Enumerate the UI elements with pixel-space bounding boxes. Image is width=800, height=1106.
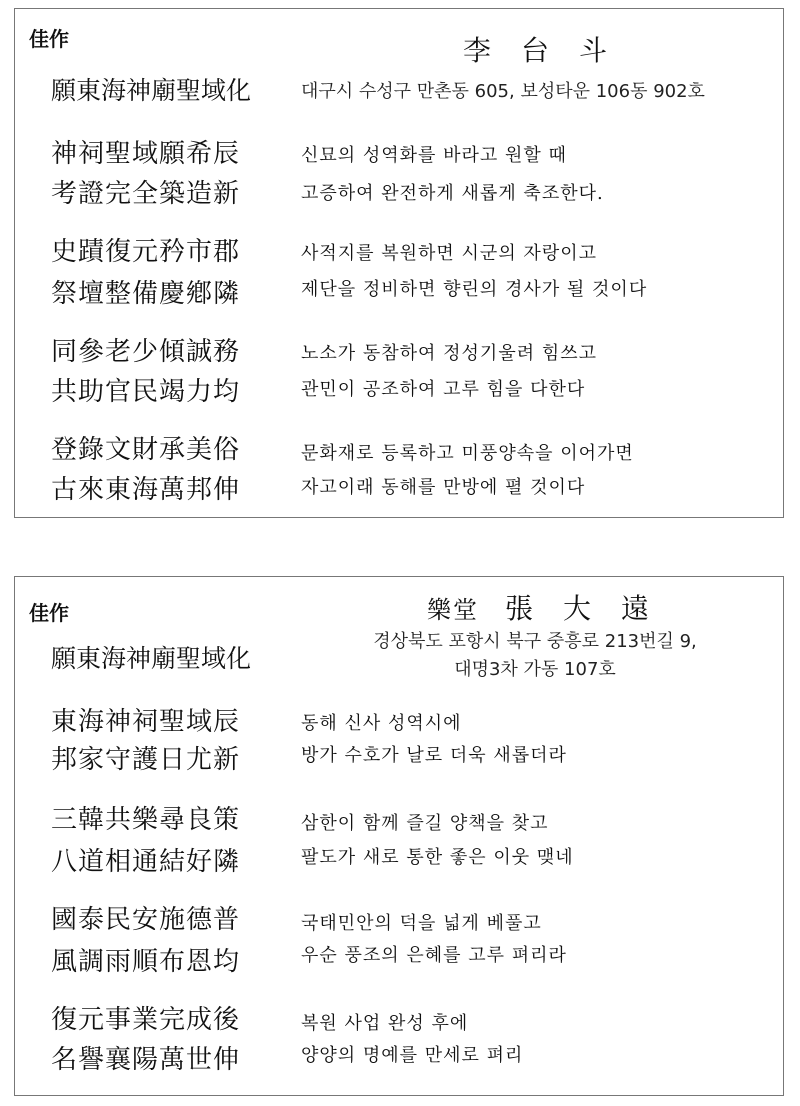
author-name — [427, 587, 679, 627]
verse-hanja-line: 邦家守護日尤新 — [51, 745, 241, 775]
verse-korean-line: 사적지를 복원하면 시군의 자랑이고 — [301, 243, 597, 264]
poem-entry-2 — [14, 576, 784, 1096]
verse-korean-line: 제단을 정비하면 향린의 경사가 될 것이다 — [301, 279, 648, 300]
author-name — [463, 29, 637, 69]
verse-korean-line: 방가 수호가 날로 더욱 새롭더라 — [301, 745, 567, 766]
verse-hanja-line: 同參老少傾誠務 — [51, 337, 241, 367]
verse-hanja-line: 八道相通結好隣 — [51, 847, 241, 877]
verse-hanja-line: 考證完全築造新 — [51, 179, 241, 209]
verse-hanja-line: 史蹟復元矜市郡 — [51, 237, 241, 267]
verse-hanja-line: 風調雨順布恩均 — [51, 947, 241, 977]
verse-korean-line: 자고이래 동해를 만방에 펼 것이다 — [301, 477, 586, 498]
verse-hanja-line: 東海神祠聖域辰 — [51, 707, 241, 737]
poem-title: 願東海神廟聖域化 — [51, 76, 252, 105]
verse-korean-line: 신묘의 성역화를 바라고 원할 때 — [301, 145, 567, 166]
verse-korean-line: 팔도가 새로 통한 좋은 이웃 맺네 — [301, 847, 574, 868]
author-name-text: 李台斗 — [463, 34, 638, 67]
verse-hanja-line: 共助官民竭力均 — [51, 377, 241, 407]
award-label: 佳作 — [29, 601, 69, 625]
award-label: 佳作 — [29, 27, 69, 51]
verse-hanja-line: 復元事業完成後 — [51, 1005, 241, 1035]
verse-korean-line: 동해 신사 성역시에 — [301, 713, 462, 734]
author-address: 대구시 수성구 만촌동 605, 보성타운 106동 902호 — [301, 81, 705, 102]
address-line-2: 대명3차 가동 107호 — [454, 659, 616, 680]
verse-hanja-line: 登錄文財承美俗 — [51, 435, 241, 465]
address-line-1: 경상북도 포항시 북구 중흥로 213번길 9, — [373, 631, 697, 652]
verse-hanja-line: 祭壇整備慶鄕隣 — [51, 279, 241, 309]
verse-korean-line: 고증하여 완전하게 새롭게 축조한다. — [301, 183, 604, 204]
verse-korean-line: 문화재로 등록하고 미풍양속을 이어가면 — [301, 443, 634, 464]
author-pen-name: 樂堂 — [427, 596, 479, 624]
verse-hanja-line: 神祠聖域願希辰 — [51, 139, 241, 169]
verse-hanja-line: 名譽襄陽萬世伸 — [51, 1045, 241, 1075]
verse-korean-line: 삼한이 함께 즐길 양책을 찾고 — [301, 813, 549, 834]
verse-hanja-line: 國泰民安施德普 — [51, 905, 241, 935]
verse-korean-line: 우순 풍조의 은혜를 고루 펴리라 — [301, 945, 567, 966]
verse-hanja-line: 古來東海萬邦伸 — [51, 475, 241, 505]
verse-korean-line: 복원 사업 완성 후에 — [301, 1013, 469, 1034]
poem-entry-1 — [14, 8, 784, 518]
verse-korean-line: 노소가 동참하여 정성기울려 힘쓰고 — [301, 343, 597, 364]
verse-korean-line: 양양의 명예를 만세로 펴리 — [301, 1045, 524, 1066]
author-address — [325, 627, 745, 681]
verse-korean-line: 국태민안의 덕을 넓게 베풀고 — [301, 913, 542, 934]
poem-title: 願東海神廟聖域化 — [51, 644, 252, 673]
author-name-text: 張大遠 — [505, 592, 680, 625]
verse-hanja-line: 三韓共樂尋良策 — [51, 805, 241, 835]
verse-korean-line: 관민이 공조하여 고루 힘을 다한다 — [301, 379, 586, 400]
